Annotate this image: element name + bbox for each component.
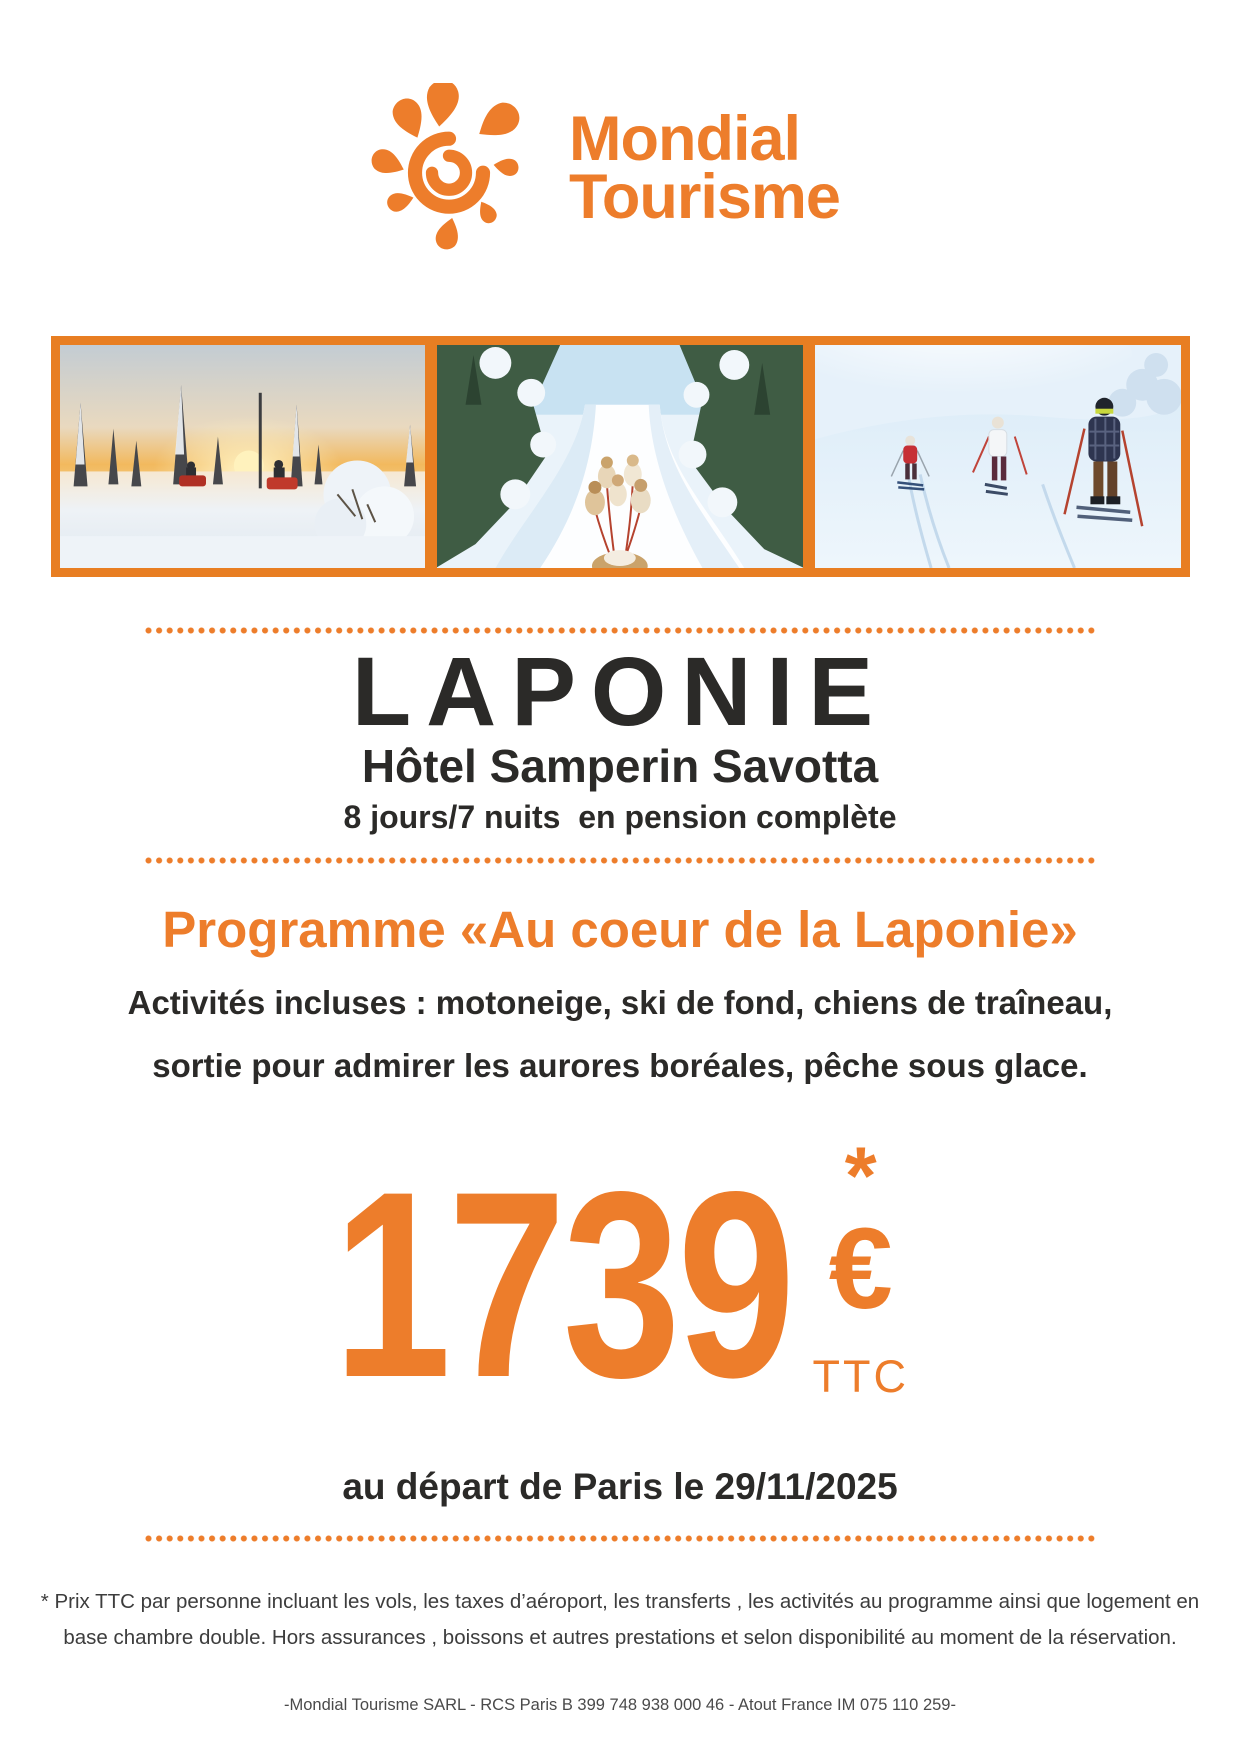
brand-word-1: Mondial xyxy=(569,104,801,174)
photo-strip xyxy=(51,336,1190,577)
price-suffix xyxy=(812,1131,909,1402)
trip-duration: 8 jours/7 nuits en pension complète xyxy=(343,799,897,836)
photo-snowmobiles-sunset xyxy=(60,345,426,568)
footnote-line-1: * Prix TTC par personne incluant les vols, les taxes d’aéroport, les transferts , les activités au programme ainsi que logement en xyxy=(40,1590,1200,1614)
photo-cross-country-skiers xyxy=(815,345,1181,568)
activities-text xyxy=(0,971,1240,1097)
brand-word-2: Tourisme xyxy=(569,162,840,232)
departure-info: au départ de Paris le 29/11/2025 xyxy=(342,1466,898,1508)
dotted-separator-middle xyxy=(145,857,1095,864)
programme-heading: Programme «Au coeur de la Laponie» xyxy=(162,901,1078,959)
price-asterisk: * xyxy=(844,1131,877,1223)
price-block xyxy=(0,1131,1240,1434)
activities-line-1: Activités incluses : motoneige, ski de fond, chiens de traîneau, xyxy=(127,984,1113,1022)
photo-sled-dogs xyxy=(437,345,803,568)
brand-wordmark xyxy=(569,104,840,232)
footnote-line-2: base chambre double. Hors assurances , boissons et autres prestations et selon disponibilité au moment de la réservation. xyxy=(63,1625,1177,1649)
price-footnote xyxy=(0,1584,1240,1655)
price-tax-label: TTC xyxy=(812,1350,909,1402)
sun-swirl-icon xyxy=(360,83,555,253)
page-title: LAPONIE xyxy=(351,637,889,746)
company-legal-footer: -Mondial Tourisme SARL - RCS Paris B 399 748 938 000 46 - Atout France IM 075 110 259- xyxy=(284,1696,956,1715)
dotted-separator-bottom xyxy=(145,1535,1095,1542)
price-amount: 1739 xyxy=(333,1137,793,1434)
hotel-name: Hôtel Samperin Savotta xyxy=(361,740,879,793)
activities-line-2: sortie pour admirer les aurores boréales, pêche sous glace. xyxy=(152,1047,1088,1085)
dotted-separator-top xyxy=(145,627,1095,634)
brand-logo xyxy=(0,0,1220,248)
price-currency: € xyxy=(828,1205,893,1334)
